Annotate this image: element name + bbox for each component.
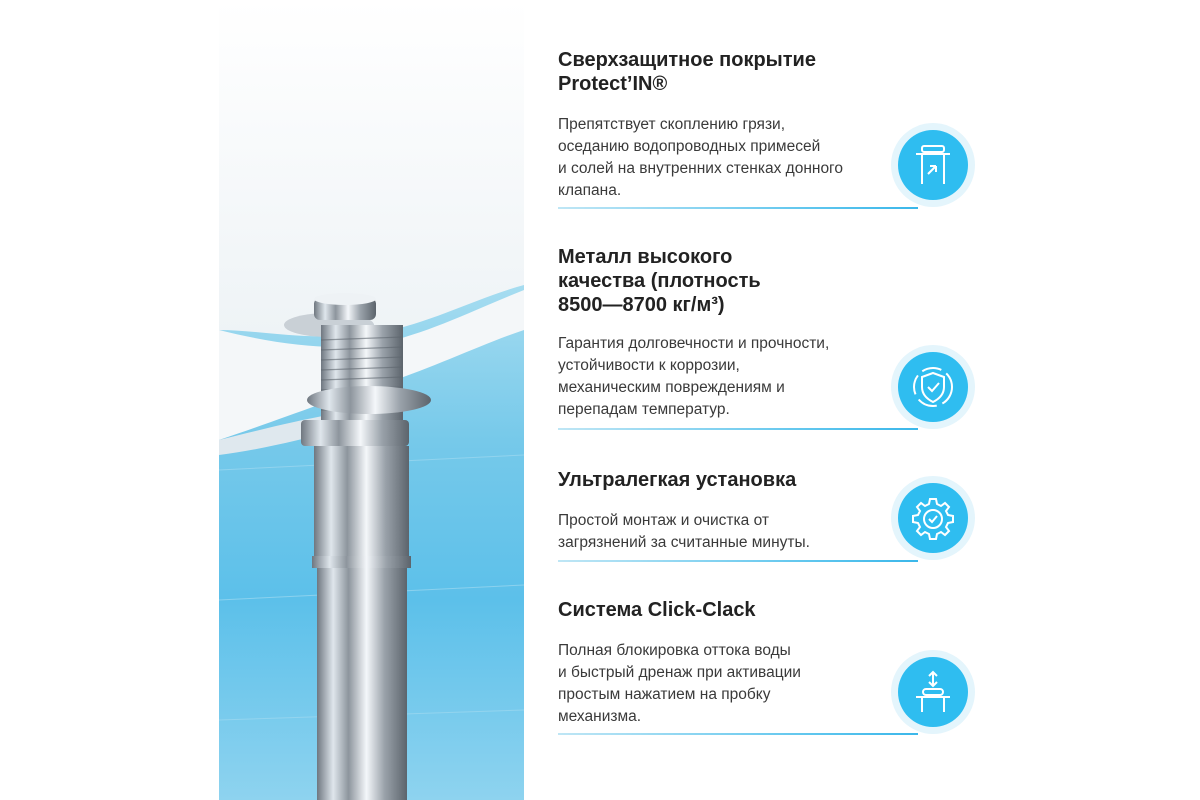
feature-list (558, 0, 978, 800)
feature-title: Металл высокого качества (плотность 8500—8700 кг/м³) (558, 246, 761, 316)
feature-title: Ультралегкая установка (558, 469, 797, 491)
drain-valve-illustration (219, 0, 524, 800)
feature-description: Полная блокировка оттока воды и быстрый дренаж при активации простым нажатием на пробку механизма. (558, 642, 801, 725)
divider (558, 428, 918, 430)
product-photo (219, 0, 524, 800)
shield-check-icon (891, 345, 975, 429)
click-clack-icon (891, 650, 975, 734)
feature-description: Гарантия долговечности и прочности, устойчивости к коррозии, механическим повреждениям и перепадам температур. (558, 335, 830, 418)
divider (558, 560, 918, 562)
feature-title: Система Click-Clack (558, 599, 756, 621)
drain-coating-icon (891, 123, 975, 207)
feature-description: Препятствует скоплению грязи, оседанию водопроводных примесей и солей на внутренних стенках донного клапана. (558, 116, 843, 199)
gear-check-icon (891, 476, 975, 560)
feature-title: Сверхзащитное покрытие Protect’IN® (558, 49, 816, 95)
feature-description: Простой монтаж и очистка от загрязнений за считанные минуты. (558, 512, 810, 551)
divider (558, 207, 918, 209)
divider (558, 733, 918, 735)
